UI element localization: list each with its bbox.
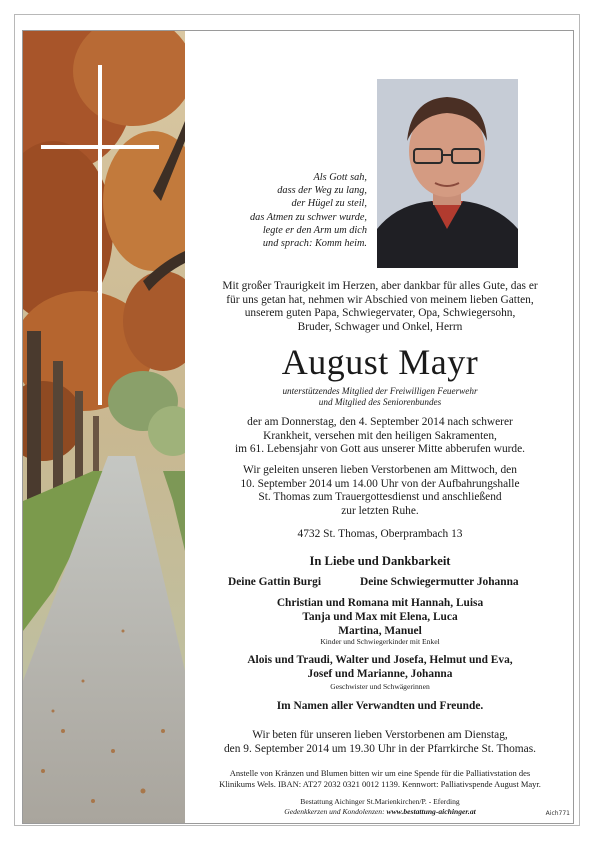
cross-vertical (98, 65, 102, 405)
intro-line: Bruder, Schwager und Onkel, Herrn (297, 320, 463, 333)
intro-line: unserem guten Papa, Schwiegervater, Opa, Schwiegersohn, (244, 307, 516, 320)
children-caption: Kinder und Schwiegerkinder mit Enkel (320, 637, 440, 646)
prayer-line: den 9. September 2014 um 19.30 Uhr in der Pfarrkirche St. Thomas. (223, 742, 537, 755)
children-block (197, 596, 563, 638)
deceased-name: August Mayr (281, 342, 479, 382)
siblings-line: Josef und Marianne, Johanna (307, 668, 453, 680)
intro-line: Mit großer Traurigkeit im Herzen, aber dankbar für alles Gute, das er (222, 280, 538, 292)
reference-code: Aich771 (545, 810, 570, 817)
poem-line: dass der Weg zu lang, (277, 185, 367, 197)
funeral-home-name: Bestattung Aichinger St.Marienkirchen/P. - Eferding (300, 797, 460, 806)
funeral-line: zur letzten Ruhe. (341, 504, 419, 517)
portrait-illustration (377, 79, 518, 268)
siblings-caption: Geschwister und Schwägerinnen (330, 682, 430, 691)
portrait-photo (377, 79, 518, 268)
mourners-heading: In Liebe und Dankbarkeit (309, 554, 451, 568)
poem (200, 171, 367, 250)
siblings-block (197, 653, 563, 681)
death-notice-line: im 61. Lebensjahr von Gott aus unserer Mitte abberufen wurde. (234, 443, 526, 456)
mother-in-law: Deine Schwiegermutter Johanna (360, 576, 519, 588)
relatives-line: Im Namen aller Verwandten und Freunde. (276, 700, 484, 712)
funeral-line: St. Thomas zum Trauergottesdienst und anschließend (258, 491, 502, 504)
children-line: Tanja und Max mit Elena, Luca (302, 611, 458, 623)
condolence-line (197, 807, 563, 817)
siblings-line: Alois und Traudi, Walter und Josefa, Helmut und Eva, (247, 654, 513, 666)
children-line: Christian und Romana mit Hannah, Luisa (276, 597, 484, 609)
prayer-notice (197, 729, 563, 756)
avenue-illustration (23, 31, 185, 823)
poem-line: der Hügel zu steil, (291, 198, 367, 210)
membership-line: unterstützendes Mitglied der Freiwilligen Feuerwehr (282, 386, 478, 396)
death-notice (197, 416, 563, 457)
poem-line: das Atmen zu schwer wurde, (250, 211, 367, 223)
poem-line: legte er den Arm um dich (262, 224, 367, 236)
memberships (197, 386, 563, 408)
address: 4732 St. Thomas, Oberprambach 13 (297, 528, 463, 540)
death-notice-line: Krankheit, versehen mit den heiligen Sakramenten, (263, 429, 497, 442)
funeral-line: 10. September 2014 um 14.00 Uhr von der Aufbahrungshalle (240, 477, 520, 490)
condolence-label: Gedenkkerzen und Kondolenzen: (284, 807, 385, 816)
autumn-avenue-photo (23, 31, 185, 823)
poem-line: und sprach: Komm heim. (262, 238, 367, 250)
website-link[interactable]: www.bestattung-aichinger.at (386, 807, 476, 816)
spouse: Deine Gattin Burgi (228, 576, 322, 588)
donation-line: Anstelle von Kränzen und Blumen bitten wir um eine Spende für die Palliativstation des (229, 768, 531, 778)
funeral-details (197, 464, 563, 518)
death-notice-line: der am Donnerstag, den 4. September 2014 nach schwerer (247, 416, 513, 428)
donation-notice (197, 768, 563, 790)
children-line: Martina, Manuel (338, 625, 422, 637)
membership-line: und Mitglied des Seniorenbundes (318, 397, 442, 407)
cross-horizontal (41, 145, 159, 149)
funeral-home (197, 797, 563, 817)
poem-line: Als Gott sah, (313, 172, 367, 183)
prayer-line: Wir beten für unseren lieben Verstorbenen am Dienstag, (252, 729, 508, 741)
funeral-line: Wir geleiten unseren lieben Verstorbenen am Mittwoch, den (243, 464, 517, 476)
intro-paragraph (197, 280, 563, 334)
donation-line: Klinikums Wels. IBAN: AT27 2032 0321 0012 1139. Kennwort: Palliativspende August Mayr. (219, 779, 541, 789)
intro-line: für uns getan hat, nehmen wir Abschied von meinem lieben Gatten, (226, 293, 534, 306)
